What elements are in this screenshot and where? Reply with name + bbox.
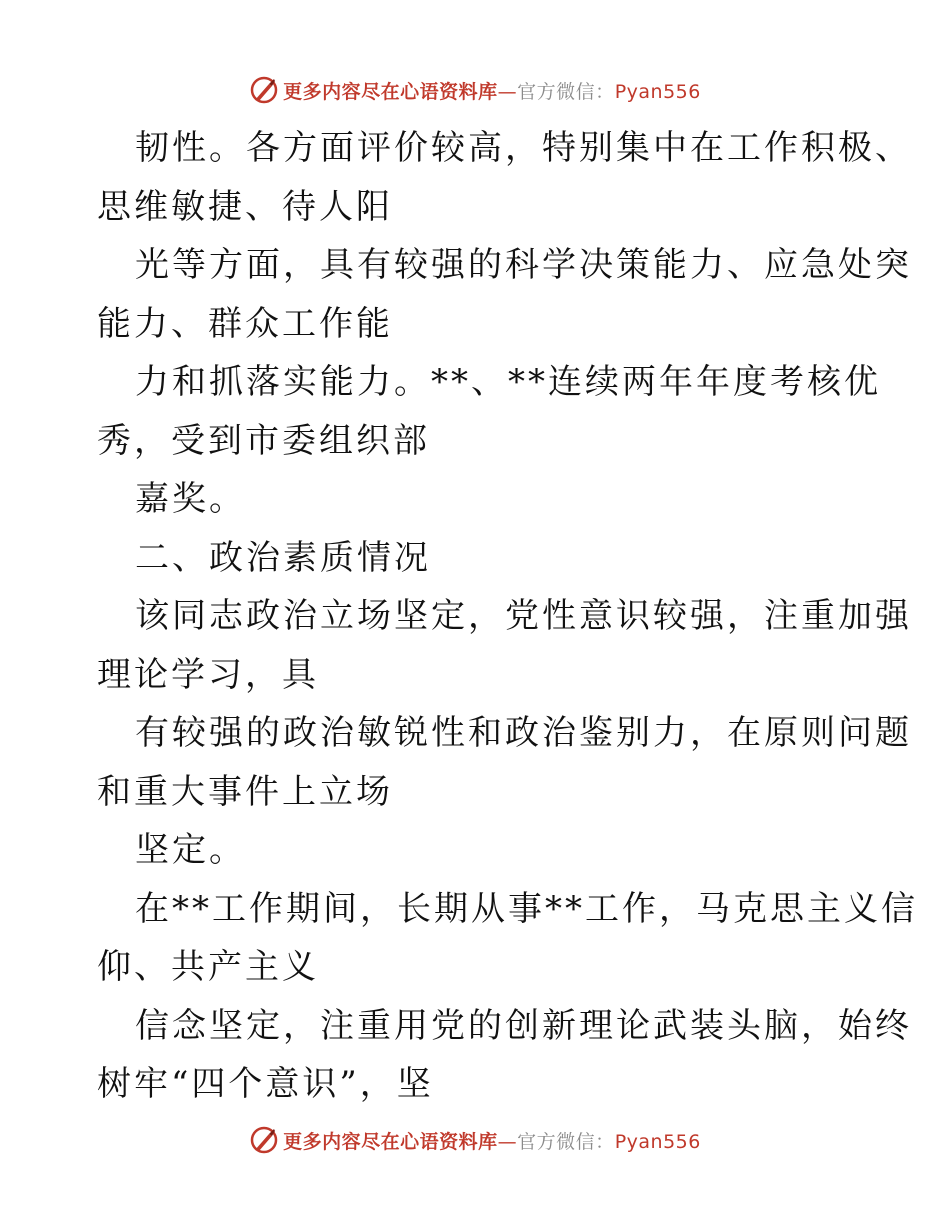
watermark-site-text: 更多内容尽在心语资料库 [283, 80, 498, 103]
quill-circle-icon [249, 1125, 279, 1155]
watermark-label: 官方微信： [517, 80, 615, 103]
text-line: 和重大事件上立场 [97, 771, 393, 812]
watermark-label: 官方微信： [517, 1130, 615, 1153]
text-line: 力和抓落实能力。**、**连续两年年度考核优 [135, 362, 881, 402]
footer-watermark [0, 1120, 950, 1160]
text-line: 能力、群众工作能 [97, 303, 393, 344]
text-line: 理论学习，具 [97, 654, 319, 695]
watermark-dash: — [497, 1130, 518, 1153]
watermark-handle: Pyan556 [614, 1130, 701, 1153]
text-line: 信念坚定，注重用党的创新理论武装头脑，始终 [135, 1005, 912, 1046]
quill-circle-icon [249, 75, 279, 105]
document-body [97, 119, 918, 1114]
text-line: 坚定。 [135, 830, 246, 870]
text-line: 思维敏捷、待人阳 [97, 186, 393, 227]
text-line: 在**工作期间，长期从事**工作，马克思主义信 [135, 888, 918, 929]
text-line: 有较强的政治敏锐性和政治鉴别力，在原则问题 [135, 713, 912, 753]
text-line: 秀，受到市委组织部 [97, 420, 430, 461]
text-line: 韧性。各方面评价较高，特别集中在工作积极、 [135, 128, 912, 168]
watermark-handle: Pyan556 [614, 80, 701, 103]
text-line: 嘉奖。 [135, 479, 246, 519]
watermark-dash: — [497, 80, 518, 103]
text-line: 光等方面，具有较强的科学决策能力、应急处突 [135, 245, 912, 285]
text-line: 树牢“四个意识”，坚 [97, 1064, 434, 1104]
text-line: 该同志政治立场坚定，党性意识较强，注重加强 [135, 596, 912, 636]
text-line: 二、政治素质情况 [135, 537, 431, 578]
watermark-site-text: 更多内容尽在心语资料库 [283, 1130, 498, 1153]
header-watermark [0, 70, 950, 110]
text-line: 仰、共产主义 [97, 947, 319, 987]
